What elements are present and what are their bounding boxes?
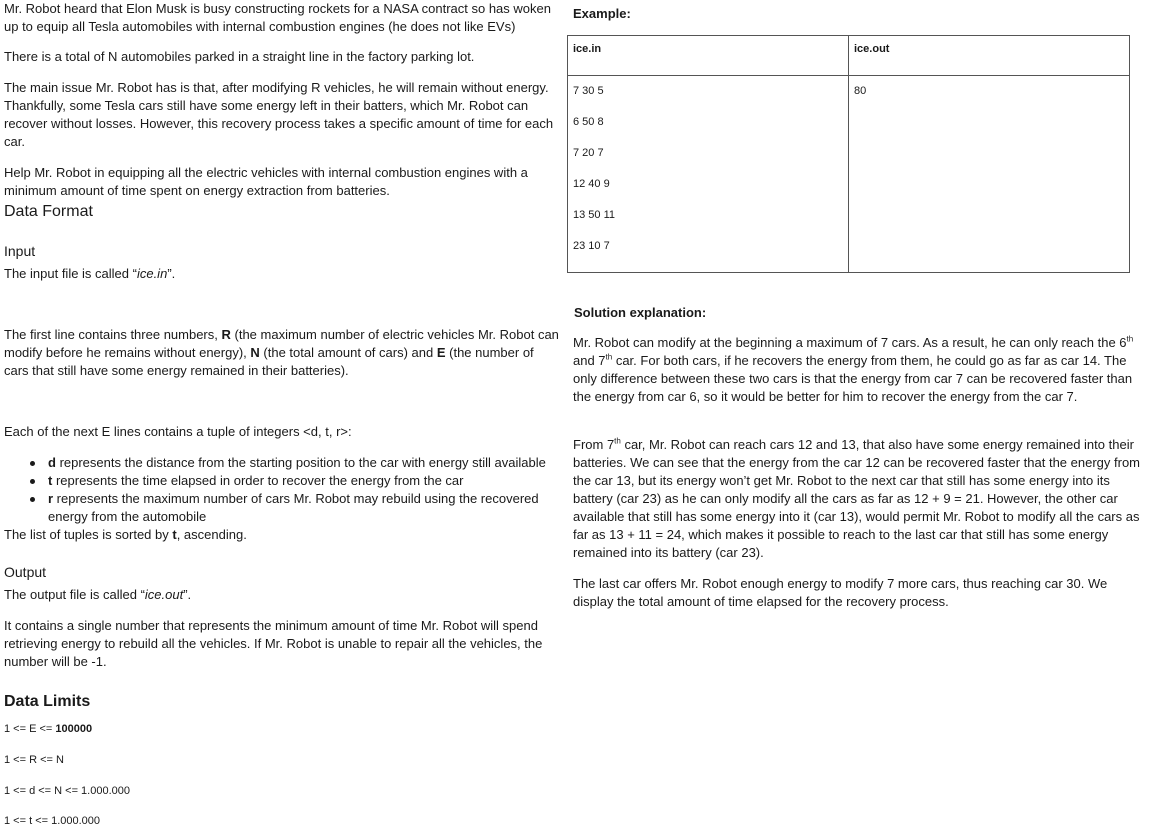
- input-file-name: ice.in: [136, 266, 168, 281]
- output-cell: [849, 76, 1130, 273]
- bullet-item-r: r represents the maximum number of cars Mr. Robot may rebuild using the recovered energy from the automobile: [4, 490, 564, 526]
- input-file-line: The input file is called “ice.in”.: [4, 266, 176, 281]
- intro-paragraph-4: Help Mr. Robot in equipping all the electric vehicles with internal combustion engines with a minimum amount of time spent on energy extraction from batteries.: [4, 165, 528, 198]
- first-line-description: The first line contains three numbers, R (the maximum number of electric vehicles Mr. Robot can modify before he remains without energy), N (the total amount of cars) and E (the number of cars that still have some energy remained in their batteries).: [4, 327, 559, 378]
- limit-t: 1 <= t <= 1.000.000: [4, 815, 101, 827]
- input-line: 7 30 5: [573, 85, 604, 97]
- tuple-bullet-list: [4, 454, 564, 526]
- limit-r: 1 <= R <= N: [4, 754, 64, 766]
- sorted-note: The list of tuples is sorted by t, ascending.: [4, 527, 247, 542]
- input-line: 6 50 8: [573, 116, 604, 128]
- input-heading: Input: [4, 243, 36, 259]
- example-heading: Example:: [573, 6, 631, 21]
- input-line: 12 40 9: [573, 178, 610, 190]
- solution-paragraph-1: Mr. Robot can modify at the beginning a maximum of 7 cars. As a result, he can only reach the 6th and 7th car. For both cars, if he recovers the energy from them, he could go as far as car 14. The only difference between these two cars is that the energy from car 7 can be recovered faster than the energy from car 6, so it would be better for him to recover the energy from the car 7.: [573, 334, 1134, 404]
- input-cell: [568, 76, 849, 273]
- example-table: [567, 35, 1130, 273]
- tuples-description: Each of the next E lines contains a tuple of integers <d, t, r>:: [4, 424, 352, 439]
- bullet-dot-icon: [30, 479, 35, 484]
- limit-d: 1 <= d <= N <= 1.000.000: [4, 785, 130, 797]
- intro-paragraph-1: Mr. Robot heard that Elon Musk is busy constructing rockets for a NASA contract so has woken up to equip all Tesla automobiles with internal combustion engines (he does not like EVs): [4, 1, 551, 34]
- bullet-dot-icon: [30, 497, 35, 502]
- output-heading: Output: [4, 564, 47, 580]
- output-line: 80: [854, 85, 867, 97]
- bullet-item-d: d represents the distance from the starting position to the car with energy still available: [4, 454, 564, 472]
- bullet-dot-icon: [30, 461, 35, 466]
- column-header-ice-out: ice.out: [849, 36, 1130, 76]
- bullet-item-t: t represents the time elapsed in order to recover the energy from the car: [4, 472, 564, 490]
- example-table-header-row: [568, 36, 1130, 76]
- data-limits-heading: Data Limits: [4, 693, 91, 710]
- intro-paragraph-3: The main issue Mr. Robot has is that, after modifying R vehicles, he will remain without energy. Thankfully, some Tesla cars still have some energy left in their batters, which Mr. Robot can recover without losses. However, this recovery process takes a specific amount of time for each car.: [4, 80, 554, 149]
- data-format-heading: Data Format: [4, 203, 93, 220]
- solution-heading: Solution explanation:: [574, 305, 707, 320]
- output-file-line: The output file is called “ice.out”.: [4, 587, 192, 602]
- solution-paragraph-3: The last car offers Mr. Robot enough energy to modify 7 more cars, thus reaching car 30. We display the total amount of time elapsed for the recovery process.: [573, 576, 1108, 609]
- input-line: 13 50 11: [573, 209, 616, 221]
- output-description: It contains a single number that represents the minimum amount of time Mr. Robot will spend retrieving energy to rebuild all the vehicles. If Mr. Robot is unable to repair all the vehicles, the number will be -1.: [4, 618, 543, 669]
- output-file-name: ice.out: [144, 587, 184, 602]
- column-header-ice-in: ice.in: [568, 36, 849, 76]
- intro-paragraph-2: There is a total of N automobiles parked in a straight line in the factory parking lot.: [4, 49, 475, 64]
- example-table-body-row: [568, 76, 1130, 273]
- input-line: 7 20 7: [573, 147, 604, 159]
- input-line: 23 10 7: [573, 240, 610, 252]
- solution-paragraph-2: From 7th car, Mr. Robot can reach cars 12 and 13, that also have some energy remained into their batteries. We can see that the energy from the car 12 can be recovered faster that the energy from the car 13, but its energy won’t get Mr. Robot to the next car that still has some energy into its battery (car 23) as he can only modify all the cars as far as 12 + 9 = 21. However, the other car available that still has some energy into it (car 13), would permit Mr. Robot to modify all the cars as far as 13 + 11 = 24, which makes it possible to reach to the last car that still has some energy remained into its battery (car 23).: [573, 436, 1141, 560]
- limit-e: 1 <= E <= 100000: [4, 723, 93, 735]
